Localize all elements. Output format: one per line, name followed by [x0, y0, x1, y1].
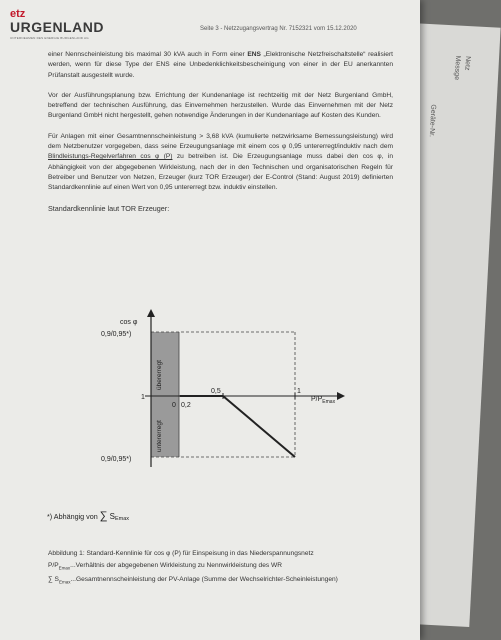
figure-caption-line-1: Abbildung 1: Standard-Kennlinie für cos φ (P) für Einspeisung in das Niederspannungsnetz: [48, 550, 314, 557]
x-02-label: 0,2: [181, 402, 191, 409]
characteristic-line: [180, 396, 295, 457]
chart-footnote: *) Abhängig von ∑ SEmax: [47, 510, 129, 522]
x-axis-label: $P/P_{Emax}$: [311, 396, 336, 405]
figure-caption-line-2: $P/P_{Emax}...Verhältnis$ der abgegebenen Wirkleistung zu Nennwirkleistung des WR: [48, 562, 282, 571]
y-axis-label: cos φ: [120, 319, 138, 326]
paragraph-3: Für Anlagen mit einer Gesamtnennscheinleistung > 3,68 kVA (kumulierte netzwirksame Bemessungsleistung) wird dem Netzbenutzer vorgegeben, dass seine Erzeugungsanlage mit einem cos φ 0,95 untererregt/induktiv nach dem Blindleistungs-Regelverfahren cos φ (P) zu betreiben ist. Die Erzeugungsanlage muss dabei den cos φ, in Abhängigkeit von der abgegebenen Wirkleistung, nach der in den Technischen und organisatorischen Regeln für Betreiber und Benutzer von Netzen, Erzeuger (kurz TOR Erzeuger) der E-Control (Stand: August 2019) definierten Standardkennlinie auf einen Wert von 0,95 untererregt bzw. induktiv einstellen.: [48, 132, 393, 192]
logo-sub: UNTERNEHMEN DES ENERGIE BURGENLAND AG: [10, 36, 89, 40]
document-body: [48, 50, 393, 224]
chart-caption: Standardkennlinie laut TOR Erzeuger:: [48, 203, 170, 213]
x-05-label: 0,5: [211, 388, 221, 395]
backsheet-text-1: Netz: [463, 55, 472, 71]
band-lower-label: untererregt: [156, 420, 163, 452]
backsheet-text-3: Geräte-Nr.: [427, 104, 437, 138]
band-upper-label: übererregt: [156, 360, 163, 390]
figure-caption-line-3: ∑ $S_{Emax}...Gesamtnennscheinleistung$ der PV-Anlage (Summe der Wechselrichter-Scheinleistungen): [48, 576, 338, 585]
x-1-label: 1: [297, 388, 301, 395]
paragraph-2: Vor der Ausführungsplanung bzw. Errichtung der Kundenanlage ist rechtzeitig mit der Netz Burgenland GmbH, betreffend der technischen Ausführung, das Einvernehmen herzustellen. Wurde das Einvernehmen mit der Netz Burgenland GmbH nicht hergestellt, gehen notwendige Änderungen in der Kundenanlage auf Kosten des Kunden.: [48, 91, 393, 120]
x-axis-arrow-icon: [337, 392, 345, 400]
bottom-value-label: 0,9/0,95*): [101, 456, 132, 463]
y-one-label: 1: [141, 394, 145, 401]
logo-top: etz: [10, 8, 26, 20]
top-value-label: 0,9/0,95*): [101, 331, 132, 338]
figure-caption: [48, 548, 408, 589]
backsheet-text-2: Messge: [452, 55, 462, 81]
cos-phi-chart: [35, 307, 395, 532]
paragraph-1: einer Nennscheinleistung bis maximal 30 kVA auch in Form einer ENS „Elektronische Netzfreischaltstelle“ realisiert werden, wenn für diese Type der ENS eine Unbedenklichkeitsbescheinigung von einer in der EU anerkannten Prüfanstalt ausgestellt wurde.: [48, 51, 393, 79]
logo-main: URGENLAND: [10, 19, 104, 35]
page-header: Seite 3 - Netzzugangsvertrag Nr. 7152321 vom 15.12.2020: [200, 26, 357, 32]
x-zero-label: 0: [172, 402, 176, 409]
y-axis-arrow-icon: [147, 309, 155, 317]
